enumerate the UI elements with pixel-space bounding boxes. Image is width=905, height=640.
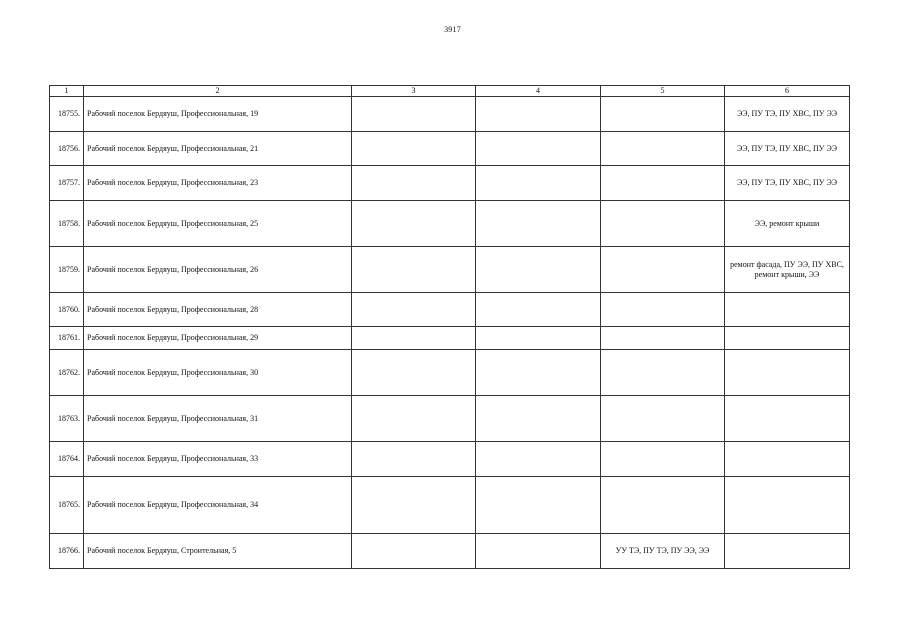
column-6-cell	[725, 534, 850, 569]
row-number: 18764.	[50, 442, 84, 477]
column-header-6: 6	[725, 86, 850, 97]
column-4-cell	[476, 247, 601, 293]
column-6-cell	[725, 396, 850, 442]
column-4-cell	[476, 97, 601, 132]
table-row	[50, 534, 850, 569]
table-row	[50, 166, 850, 201]
address-cell: Рабочий поселок Бердяуш, Профессиональная, 34	[84, 477, 352, 534]
column-header-5: 5	[601, 86, 725, 97]
table-row	[50, 396, 850, 442]
column-5-cell	[601, 201, 725, 247]
page-number: 3917	[444, 25, 461, 34]
column-5-cell	[601, 396, 725, 442]
column-4-cell	[476, 166, 601, 201]
column-4-cell	[476, 327, 601, 350]
column-5-cell: УУ ТЭ, ПУ ТЭ, ПУ ЭЭ, ЭЭ	[601, 534, 725, 569]
row-number: 18765.	[50, 477, 84, 534]
address-cell: Рабочий поселок Бердяуш, Профессиональная, 19	[84, 97, 352, 132]
address-cell: Рабочий поселок Бердяуш, Профессиональная, 26	[84, 247, 352, 293]
address-cell: Рабочий поселок Бердяуш, Профессиональная, 30	[84, 350, 352, 396]
column-5-cell	[601, 293, 725, 327]
column-5-cell	[601, 327, 725, 350]
row-number: 18763.	[50, 396, 84, 442]
table-header-row	[50, 86, 850, 97]
row-number: 18755.	[50, 97, 84, 132]
column-3-cell	[352, 350, 476, 396]
address-cell: Рабочий поселок Бердяуш, Профессиональная, 31	[84, 396, 352, 442]
column-4-cell	[476, 350, 601, 396]
column-6-cell	[725, 442, 850, 477]
row-number: 18756.	[50, 132, 84, 166]
row-number: 18761.	[50, 327, 84, 350]
table-row	[50, 327, 850, 350]
table-row	[50, 97, 850, 132]
row-number: 18757.	[50, 166, 84, 201]
column-3-cell	[352, 97, 476, 132]
column-3-cell	[352, 396, 476, 442]
address-cell: Рабочий поселок Бердяуш, Профессиональная, 33	[84, 442, 352, 477]
column-3-cell	[352, 442, 476, 477]
column-header-4: 4	[476, 86, 601, 97]
row-number: 18758.	[50, 201, 84, 247]
column-4-cell	[476, 293, 601, 327]
column-5-cell	[601, 350, 725, 396]
address-cell: Рабочий поселок Бердяуш, Профессиональная, 25	[84, 201, 352, 247]
column-6-cell: ремонт фасада, ПУ ЭЭ, ПУ ХВС, ремонт крыши, ЭЭ	[725, 247, 850, 293]
table-row	[50, 442, 850, 477]
row-number: 18760.	[50, 293, 84, 327]
column-3-cell	[352, 477, 476, 534]
column-5-cell	[601, 442, 725, 477]
column-header-1: 1	[50, 86, 84, 97]
column-5-cell	[601, 247, 725, 293]
column-header-3: 3	[352, 86, 476, 97]
column-5-cell	[601, 132, 725, 166]
column-6-cell	[725, 293, 850, 327]
column-4-cell	[476, 477, 601, 534]
column-3-cell	[352, 293, 476, 327]
column-4-cell	[476, 396, 601, 442]
table-row	[50, 350, 850, 396]
column-header-2: 2	[84, 86, 352, 97]
address-cell: Рабочий поселок Бердяуш, Профессиональная, 28	[84, 293, 352, 327]
column-6-cell	[725, 327, 850, 350]
column-4-cell	[476, 442, 601, 477]
column-3-cell	[352, 534, 476, 569]
table-row	[50, 132, 850, 166]
column-6-cell	[725, 350, 850, 396]
column-4-cell	[476, 534, 601, 569]
address-cell: Рабочий поселок Бердяуш, Профессиональная, 29	[84, 327, 352, 350]
column-6-cell	[725, 477, 850, 534]
column-3-cell	[352, 327, 476, 350]
column-4-cell	[476, 132, 601, 166]
column-3-cell	[352, 132, 476, 166]
column-6-cell: ЭЭ, ПУ ТЭ, ПУ ХВС, ПУ ЭЭ	[725, 97, 850, 132]
address-cell: Рабочий поселок Бердяуш, Строительная, 5	[84, 534, 352, 569]
column-5-cell	[601, 477, 725, 534]
table-row	[50, 293, 850, 327]
table-row	[50, 477, 850, 534]
row-number: 18762.	[50, 350, 84, 396]
row-number: 18759.	[50, 247, 84, 293]
column-4-cell	[476, 201, 601, 247]
column-3-cell	[352, 201, 476, 247]
column-3-cell	[352, 166, 476, 201]
column-3-cell	[352, 247, 476, 293]
row-number: 18766.	[50, 534, 84, 569]
address-cell: Рабочий поселок Бердяуш, Профессиональная, 23	[84, 166, 352, 201]
address-cell: Рабочий поселок Бердяуш, Профессиональная, 21	[84, 132, 352, 166]
registry-table	[49, 85, 850, 569]
column-5-cell	[601, 97, 725, 132]
column-6-cell: ЭЭ, ПУ ТЭ, ПУ ХВС, ПУ ЭЭ	[725, 132, 850, 166]
column-6-cell: ЭЭ, ПУ ТЭ, ПУ ХВС, ПУ ЭЭ	[725, 166, 850, 201]
column-6-cell: ЭЭ, ремонт крыши	[725, 201, 850, 247]
table-row	[50, 247, 850, 293]
table-row	[50, 201, 850, 247]
column-5-cell	[601, 166, 725, 201]
